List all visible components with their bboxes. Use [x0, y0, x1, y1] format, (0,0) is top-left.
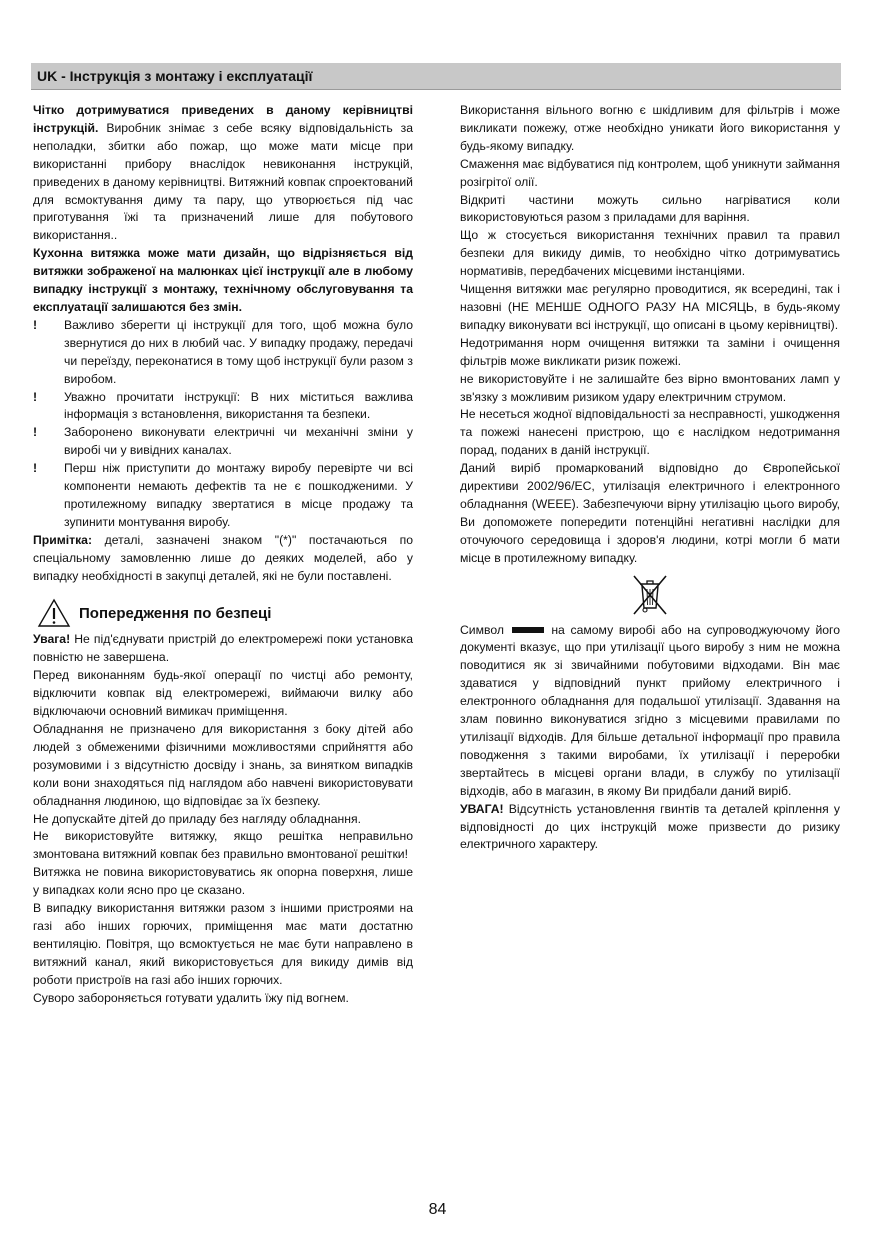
safety-paragraph: Не допускайте дітей до приладу без нагляду обладнання.	[33, 811, 361, 826]
safety-paragraph: Суворо забороняється готувати удалить їжу під вогнем.	[33, 990, 349, 1005]
safety-paragraph: В випадку використання витяжки разом з іншими пристроями на газі або інших горючих, приміщення має мати достатню вентиляцію. Повітря, що всмоктується не має бути направлено в витяжний канал, який використовується для викиду димів від роботи пристроїв на газі або інших горючих.	[33, 901, 413, 987]
right-paragraph: Використання вільного вогню є шкідливим для фільтрів і може викликати пожежу, отже необхідно уникати його використання у будь-якому випадку.	[460, 103, 840, 153]
exclamation-icon: !	[33, 425, 38, 440]
caution-bold: УВАГА!	[460, 801, 504, 816]
right-paragraph: не використовуйте і не залишайте без вірно вмонтованих ламп у зв'язку з можливим ризиком удару електричним струмом.	[460, 371, 840, 404]
right-paragraph: Що ж стосується використання технічних правил та правил безпеки для викиду димів, то необхідно чітко дотримуватись нормативів, передбачених місцевими інстанціями.	[460, 228, 840, 279]
intro-text: Виробник знімає з себе всяку відповідальність за неполадки, збитки або пожар, що може мати місце при використанні прибору внаслідок невиконання інструкцій, приведених в даному керівництві. Витяжний ковпак спроектований для всмоктування диму та пару, що утворюється під час приготування їжі та призначений лише для побутового використання..	[33, 120, 413, 243]
warning-bold: Увага!	[33, 632, 71, 647]
bullet-text: Уважно прочитати інструкції: В них міститься важлива інформація з встановлення, використання та безпеки.	[64, 389, 413, 422]
warning-text: Не під'єднувати пристрій до електромережі поки установка повністю не завершена.	[33, 632, 413, 665]
page-header	[31, 63, 841, 90]
intro-paragraph	[33, 102, 413, 245]
safety-heading-text: Попередження по безпеці	[79, 604, 272, 622]
symbol-prefix: Символ	[460, 622, 504, 637]
right-paragraph: Не несеться жодної відповідальності за несправності, ушкодження та пожежі нанесені пристрою, що є наслідком недотримання порад, поданих в даній інструкції.	[460, 407, 840, 458]
safety-paragraph: Витяжка не повина використовуватись як опорна поверхня, лише у випадках коли ясно про це сказано.	[33, 865, 413, 898]
right-paragraph: Даний виріб промаркований відповідно до Європейської директиви 2002/96/ЕС, утилізація електричного і електронного обладнання (WEEE). Забезпечуючи вірну утилізацію цього виробу, Ви допоможете попередити потенційні негативні наслідки для оточуючого середовища і здоров'я людини, котрі могли б мати місце в протилежному випадку.	[460, 461, 840, 565]
caution-paragraph	[460, 801, 840, 855]
warning-triangle-icon	[37, 598, 71, 628]
note-bold: Примітка:	[33, 532, 93, 547]
bullet-item	[33, 317, 413, 389]
bullet-item	[33, 460, 413, 532]
safety-paragraph: Перед виконанням будь-якої операції по чистці або ремонту, відключити ковпак від електромережі, виймаючи вилку або відключаючи основний вимикач приміщення.	[33, 668, 413, 719]
design-bold: Кухонна витяжка може мати дизайн, що відрізняється від витяжки зображеної на малюнках цієї інструкції але в любому випадку інструкції з монтажу, технічному обслуговування та експлуатації залишаются без змін.	[33, 246, 413, 314]
right-paragraph: Чищення витяжки має регулярно проводитися, як всередині, так і назовні (НЕ МЕНШЕ ОДНОГО РАЗУ НА МІСЯЦЬ, в будь-якому випадку виконувати всі інструкції, що описані в цьому керівництві).	[460, 282, 840, 332]
black-bar-icon	[512, 627, 544, 633]
bullet-item	[33, 389, 413, 425]
bullet-item	[33, 424, 413, 460]
caution-text: Відсутність установлення гвинтів та деталей кріплення у відповідності до цих інструкцій може призвести до ризику електричного характеру.	[460, 801, 840, 852]
right-paragraph: Відкриті частини можуть сильно нагріватися коли використовуються разом з приладами для варіння.	[460, 192, 840, 225]
left-column	[33, 102, 413, 1008]
design-note	[33, 245, 413, 317]
bullet-text: Заборонено виконувати електричні чи механічні зміни у виробі чи у вивідних каналах.	[64, 425, 413, 458]
header-title: UK - Інструкція з монтажу і експлуатації	[37, 68, 313, 84]
safety-paragraph: Не використовуйте витяжку, якщо решітка неправильно змонтована витяжний ковпак без правильно вмонтованої решітки!	[33, 829, 413, 862]
safety-heading	[33, 597, 413, 629]
page-number: 84	[428, 1201, 447, 1218]
note-paragraph	[33, 532, 413, 586]
exclamation-icon: !	[33, 317, 38, 332]
weee-symbol	[460, 572, 840, 618]
note-text: деталі, зазначені знаком "(*)" постачаються по спеціальному замовленню лише до деяких моделей, або у випадку необхідності в закупці деталей, які не були поставлені.	[33, 532, 413, 583]
right-paragraph: Смаження має відбуватися під контролем, щоб уникнути займання розігрітої олії.	[460, 156, 840, 189]
crossed-bin-icon	[630, 572, 670, 618]
warning-paragraph	[33, 631, 413, 667]
symbol-text: на самому виробі або на супроводжуючому його документі вказує, що при утилізації цього виробу з ним не можна поводитися як зі звичайними побутовими відходами. Він має здаватися у відповідний пункт прийому електричного і електронного обладнання для подальшої утилізації. Здавання на злам повинно виконуватися згідно з місцевими правилами по утилізації відходів. Для більше детальної інформації про правила поводження з такими виробами, їх утилізації і переробки звертайтесь в місцеві органи влади, в службу по утилізації відходів, або в магазин, в якому Ви придбали даний виріб.	[460, 622, 840, 798]
bullet-text: Перш ніж приступити до монтажу виробу перевірте чи всі компоненти немають дефектів та не є пошкодженими. У протилежному випадку звертатися в місце продажу та зупинити монтування виробу.	[64, 461, 413, 529]
exclamation-icon: !	[33, 461, 38, 476]
right-column	[460, 102, 840, 854]
exclamation-icon: !	[33, 389, 38, 404]
bullet-text: Важливо зберегти ці інструкції для того, щоб можна було звернутися до них в любий час. У випадку продажу, передачі чи переїзду, переконатися в тому щоб інструкції були разом з виробом.	[64, 317, 413, 386]
right-paragraph: Недотримання норм очищення витяжки та заміни і очищення фільтрів може викликати ризик пожежі.	[460, 335, 840, 368]
symbol-paragraph	[460, 622, 840, 801]
safety-paragraph: Обладнання не призначено для використання з боку дітей або людей з обмеженими фізичними можливостями сприйняття або розумовими і з відсутністю досвіду і знань, за винятком випадків коли вони знаходяться під наглядом або навчені використовувати обладнання людиною, що відповідає за їх безпеку.	[33, 722, 413, 808]
intro-bold: Чітко дотримуватися приведених в даному керівництві інструкцій.	[33, 103, 413, 135]
